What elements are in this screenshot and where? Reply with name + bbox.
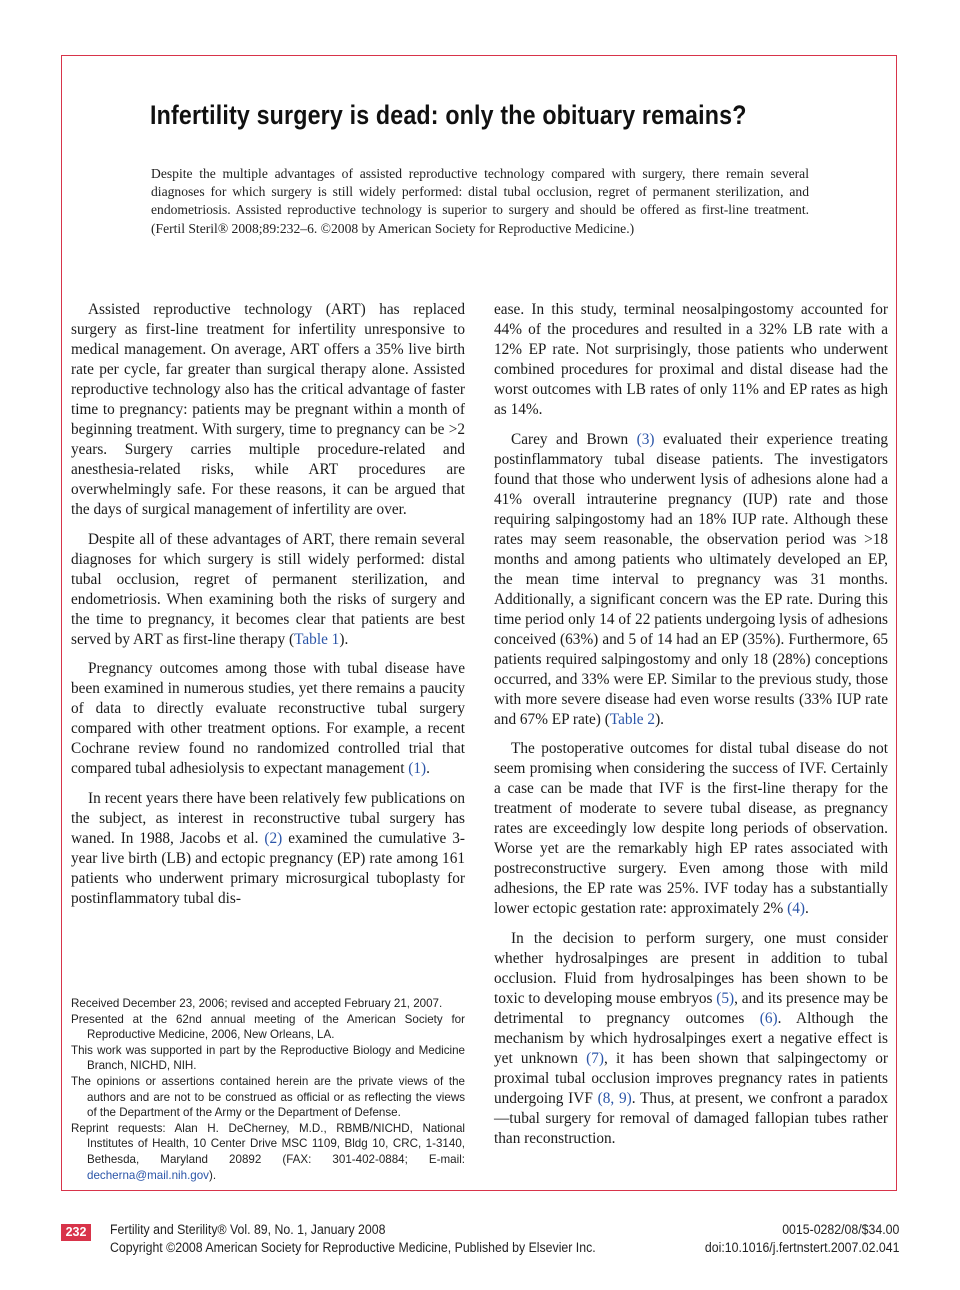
body-paragraph (494, 430, 888, 730)
article-title: Infertility surgery is dead: only the obituary remains? (150, 100, 747, 130)
paragraph-text: Pregnancy outcomes among those with tubal disease have been examined in numerous studies, yet there remains a paucity of data to directly evaluate reconstructive tubal surgery compared with other treatment options. For example, a recent Cochrane review found no randomized controlled trial that compared tubal adhesiolysis to expectant management (71, 660, 465, 777)
journal-citation: Fertility and Sterility® Vol. 89, No. 1, January 2008 (110, 1222, 386, 1237)
paragraph-text: Assisted reproductive technology (ART) has replaced surgery as first-line treatment for infertility unresponsive to medical management. On average, ART offers a 35% live birth rate per cycle, far greater than surgical therapy alone. Assisted reproductive technology also has the critical advantage of faster time to pregnancy: patients may be pregnant within a month of beginning treatment. With surgery, time to pregnancy can be >2 years. Surgery carries multiple procedure-related and anesthesia-related risks, while ART procedures are overwhelmingly safe. For these reasons, it can be argued that the days of surgical management of infertility are over. (71, 301, 465, 518)
paragraph-text: Carey and Brown (511, 430, 637, 448)
paragraph-text: , and its presence may be detrimental to pregnancy outcomes (494, 989, 888, 1027)
presented-note: Presented at the 62nd annual meeting of the American Society for Reproductive Medicine, 2006, New Orleans, LA. (71, 1012, 465, 1042)
paragraph-text: . (804, 900, 809, 917)
email-link[interactable]: decherna@mail.nih.gov (87, 1168, 209, 1182)
page-footer (61, 1220, 899, 1260)
paragraph-text: . Thus, at present, we confront a paradox—tubal surgery for removal of damaged fallopian tubes rather than reconstruction. (494, 1089, 888, 1147)
price-code: 0015-0282/08/$34.00 (781, 1222, 899, 1237)
article-notes (71, 996, 465, 1183)
disclaimer-note: The opinions or assertions contained herein are the private views of the authors and are not to be construed as official or as reflecting the views of the Department of the Army or the Department of Defense. (71, 1074, 465, 1120)
paragraph-text: Despite all of these advantages of ART, there remain several diagnoses for which surgery is still widely performed: distal tubal occlusion, regret of permanent sterilization, and endometriosis. When examining both the risks of surgery and the time to pregnancy, it becomes clear that patients are best served by ART as first-line therapy ( (71, 530, 465, 648)
body-column-left (71, 300, 465, 918)
citation-link[interactable]: (2) (264, 829, 283, 847)
abstract: Despite the multiple advantages of assisted reproductive technology compared with surgery, there remain several diagnoses for which surgery is still widely performed: distal tubal occlusion, regret of permanent sterilization, and endometriosis. Assisted reproductive technology is superior to surgery and should be offered as first-line treatment. (Fertil Steril® 2008;89:232–6. ©2008 by American Society for Reproductive Medicine.) (151, 166, 809, 236)
doi-link[interactable]: doi:10.1016/j.fertnstert.2007.02.041 (704, 1240, 899, 1255)
page-number-badge: 232 (61, 1224, 91, 1241)
paragraph-text: In recent years there have been relatively few publications on the subject, as interest in reconstructive tubal surgery has waned. In 1988, Jacobs et al. (71, 789, 465, 847)
body-paragraph (71, 789, 465, 909)
citation-link[interactable]: Table 1 (294, 630, 340, 648)
paragraph-text: , it has been shown that salpingectomy or proximal tubal occlusion improves pregnancy rates in patients undergoing IVF (494, 1049, 888, 1107)
reprint-text: Reprint requests: Alan H. DeCherney, M.D., RBMB/NICHD, National Institutes of Health, 10 Center Drive MSC 1109, Bldg 10, CRC, 1-3140, Bethesda, Maryland 20892 (FAX: 301-402-0884; E-mail: (71, 1121, 465, 1166)
body-paragraph (494, 929, 888, 1149)
paragraph-text: examined the cumulative 3-year live birth (LB) and ectopic pregnancy (EP) rate among 161 patients who underwent primary microsurgical tuboplasty for postinflammatory tubal dis- (71, 829, 465, 907)
body-paragraph (494, 739, 888, 919)
body-paragraph (71, 300, 465, 520)
paragraph-text: . Although the mechanism by which hydrosalpinges exert a negative effect is yet unknown (494, 1009, 889, 1067)
paragraph-text: The postoperative outcomes for distal tubal disease do not seem promising when considering the success of IVF. Certainly a case can be made that IVF is the first-line therapy for the treatment of moderate to severe tubal disease, as pregnancy rates are exceedingly low despite long periods of observation. Worse yet are the remarkably high EP rates associated with postreconstructive surgery. Even among those with mild adhesions, the EP rate was 25%. IVF today has a substantially lower ectopic gestation rate: approximately 2% (494, 740, 888, 917)
paragraph-text: ease. In this study, terminal neosalpingostomy accounted for 44% of the procedures and resulted in a 32% LB rate with a 12% EP rate. Not surprisingly, those patients who underwent combined procedures for proximal and distal disease had the worst outcomes with LB rates of only 11% and EP rates as high as 14%. (494, 301, 888, 418)
received-note: Received December 23, 2006; revised and accepted February 21, 2007. (71, 997, 443, 1010)
body-paragraph (494, 300, 888, 420)
citation-link[interactable]: (3) (636, 430, 655, 448)
reprint-end: ). (208, 1168, 217, 1182)
reprint-note (71, 1121, 465, 1183)
support-note: This work was supported in part by the Reproductive Biology and Medicine Branch, NICHD, NIH. (71, 1043, 465, 1073)
citation-link[interactable]: (6) (759, 1009, 778, 1027)
citation-link[interactable]: (1) (408, 760, 427, 777)
paragraph-text: ). (339, 630, 349, 648)
citation-link[interactable]: (7) (586, 1049, 604, 1067)
paragraph-text: evaluated their experience treating postinflammatory tubal disease patients. The investigators found that those who underwent lysis of adhesions alone had a 41% overall intrauterine pregnancy (IUP) rate and those requiring salpingostomy had an 18% IUP rate. Although these rates may seem reasonable, the observation period was >18 months and among patients who ultimately developed an EP, the mean time interval to pregnancy was 31 months. Additionally, a significant concern was the EP rate. During this time period only 14 of 22 patients undergoing lysis of adhesions conceived (63%) and 5 of 14 had an EP (35%). Furthermore, 65 patients required salpingostomy and only 18 (28%) conceptions occurred, and 33% were EP. Similar to the previous study, those with more severe disease had even worse results (33% IUP rate and 67% EP rate) ( (494, 430, 888, 728)
citation-link[interactable]: (8, 9) (597, 1089, 632, 1107)
paragraph-text: In the decision to perform surgery, one must consider whether hydrosalpinges are present in addition to tubal occlusion. Fluid from hydrosalpinges has been shown to be toxic to developing mouse embryos (494, 929, 888, 1007)
body-column-right (494, 300, 888, 1158)
body-paragraph (71, 530, 465, 650)
citation-link[interactable]: Table 2 (609, 710, 656, 728)
paragraph-text: . (426, 760, 430, 777)
citation-link[interactable]: (5) (716, 989, 735, 1007)
body-paragraph (71, 659, 465, 779)
copyright-line: Copyright ©2008 American Society for Reproductive Medicine, Published by Elsevier Inc. (110, 1240, 596, 1255)
paragraph-text: ). (655, 710, 664, 728)
citation-link[interactable]: (4) (787, 900, 805, 917)
